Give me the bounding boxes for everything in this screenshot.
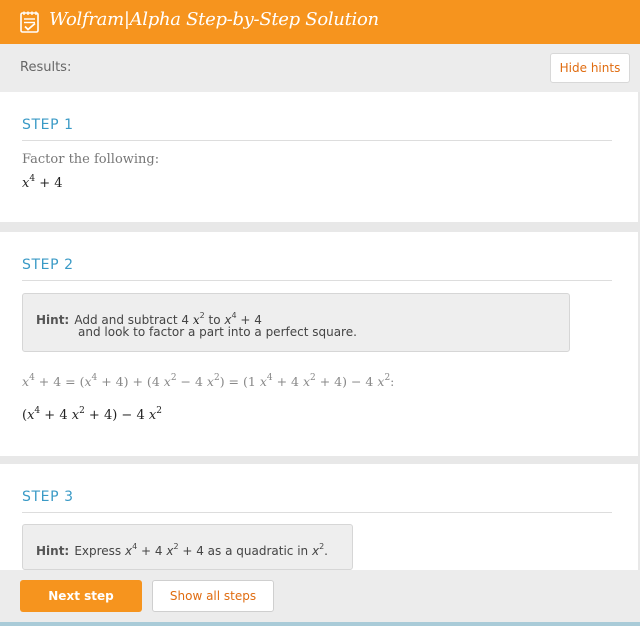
hide-hints-button[interactable]: Hide hints bbox=[550, 53, 630, 83]
bottom-border bbox=[0, 622, 640, 626]
step-1-divider bbox=[22, 140, 612, 141]
step-2-hint-line1: Add and subtract 4 $x^2$ to $x^4 + 4$ bbox=[74, 311, 262, 327]
step-2-divider bbox=[22, 280, 612, 281]
step-3-heading: STEP 3 bbox=[22, 489, 74, 505]
app-header bbox=[0, 0, 640, 44]
step-3-card bbox=[0, 464, 638, 574]
step-2-card bbox=[0, 232, 638, 456]
step-3-hint-label: Hint: bbox=[36, 544, 70, 558]
step-1-instruction: Factor the following: bbox=[22, 152, 160, 167]
step-1-heading: STEP 1 bbox=[22, 117, 74, 133]
results-bar bbox=[0, 44, 640, 92]
step-3-hint-text: Express $x^4 + 4$ $x^2 + 4$ as a quadratic in $x^2$. bbox=[74, 542, 328, 558]
show-all-steps-button[interactable]: Show all steps bbox=[152, 580, 274, 612]
step-2-heading: STEP 2 bbox=[22, 257, 74, 273]
step-1-card bbox=[0, 92, 638, 222]
step-2-result: ($x^4 + 4$ $x^2 + 4) - 4$ $x^2$ bbox=[22, 406, 162, 423]
step-2-hint-box bbox=[22, 293, 570, 352]
step-by-step-notepad-icon bbox=[20, 11, 40, 33]
step-3-divider bbox=[22, 512, 612, 513]
step-navigation-bar bbox=[0, 570, 640, 622]
app-title: Wolfram|Alpha Step-by-Step Solution bbox=[49, 9, 379, 30]
next-step-button[interactable]: Next step bbox=[20, 580, 142, 612]
step-2-hint-label: Hint: bbox=[36, 313, 70, 327]
step-2-work: $x^4 + 4 = (x^4 + 4) + (4$ $x^2 - 4$ $x^2) = (1$ $x^4 + 4$ $x^2 + 4) - 4$ $x^2$: bbox=[22, 373, 395, 389]
step-2-hint-line2: and look to factor a part into a perfect square. bbox=[78, 325, 357, 339]
step-1-expression: $x^4 + 4$ bbox=[22, 174, 63, 191]
step-3-hint-box bbox=[22, 524, 353, 570]
results-label: Results: bbox=[20, 60, 72, 75]
